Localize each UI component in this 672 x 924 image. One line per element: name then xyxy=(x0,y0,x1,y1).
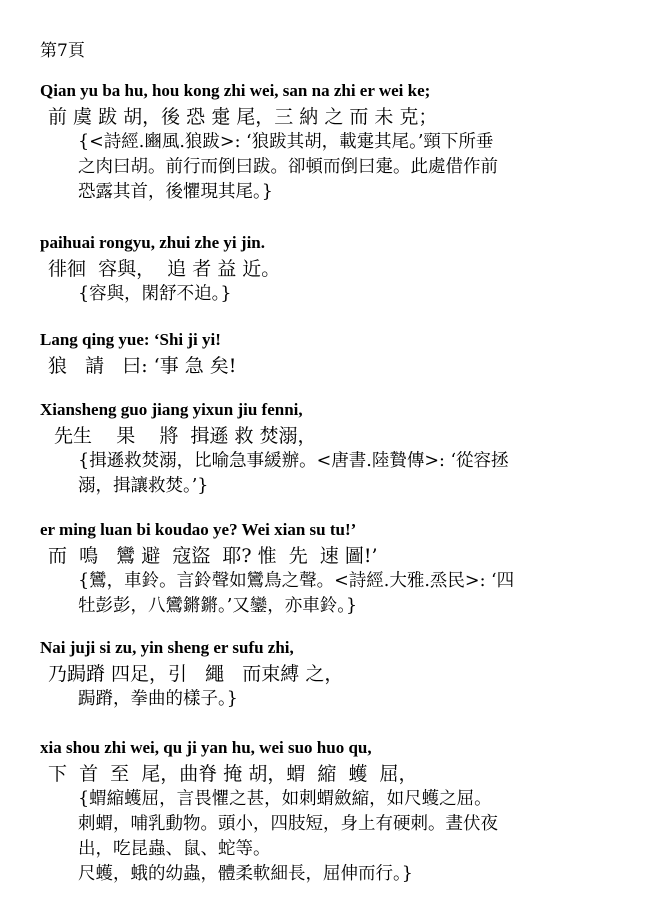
page-title: 第7頁 xyxy=(40,41,85,61)
chinese-line: 前 虞 跋 胡，後 恐 疐 尾，三 納 之 而 未 克； xyxy=(48,106,438,128)
pinyin-line: paihuai rongyu, zhui zhe yi jin. xyxy=(40,233,265,252)
annotation-line: 刺蝟，哺乳動物。頭小，四肢短，身上有硬刺。晝伏夜 xyxy=(78,814,498,834)
annotation-line: 跼蹐，拳曲的樣子。} xyxy=(78,689,238,709)
section-4 xyxy=(40,399,660,499)
annotation-line: {蝟縮蠖屈，言畏懼之甚，如刺蝟斂縮，如尺蠖之屈。 xyxy=(78,789,492,809)
chinese-line: 而 鳴 鸞 避 寇盜 耶? 惟 先 速 圖!’ xyxy=(48,545,378,567)
pinyin-line: Xiansheng guo jiang yixun jiu fenni, xyxy=(40,400,303,419)
chinese-line: 乃跼蹐 四足，引 繩 而束縛 之， xyxy=(48,663,344,685)
annotation-line: 恐露其首，後懼現其尾。} xyxy=(78,182,273,202)
annotation-line: 出，吃昆蟲、鼠、蛇等。 xyxy=(78,839,271,859)
pinyin-line: Qian yu ba hu, hou kong zhi wei, san na zhi er wei ke; xyxy=(40,81,431,100)
section-3 xyxy=(40,329,660,379)
annotation-line: 之肉曰胡。前行而倒曰跋。卻頓而倒曰疐。此處借作前 xyxy=(78,157,498,177)
section-2 xyxy=(40,232,660,307)
chinese-line: 狼 請 曰: ‘事 急 矣! xyxy=(48,355,237,377)
pinyin-line: xia shou zhi wei, qu ji yan hu, wei suo huo qu, xyxy=(40,738,372,757)
pinyin-line: er ming luan bi koudao ye? Wei xian su tu!’ xyxy=(40,520,357,539)
annotation-line: 牡彭彭，八鸞鏘鏘。’又鑾，亦車鈴。} xyxy=(78,596,358,616)
annotation-line: 溺，揖讓救焚。’} xyxy=(78,476,209,496)
section-1 xyxy=(40,80,660,205)
section-5 xyxy=(40,519,660,619)
pinyin-line: Lang qing yue: ‘Shi ji yi! xyxy=(40,330,221,349)
section-7 xyxy=(40,737,660,887)
chinese-line: 下 首 至 尾，曲脊 掩 胡，蝟 縮 蠖 屈， xyxy=(48,763,418,785)
annotation-line: {容與，閑舒不迫。} xyxy=(78,284,232,304)
section-6 xyxy=(40,637,660,712)
chinese-line: 徘徊 容與， 追 者 益 近。 xyxy=(48,258,281,280)
chinese-line: 先生 果 將 揖遜 救 焚溺， xyxy=(48,425,317,447)
pinyin-line: Nai juji si zu, yin sheng er sufu zhi, xyxy=(40,638,294,657)
annotation-line: 尺蠖，蛾的幼蟲，體柔軟細長，屈伸而行。} xyxy=(78,864,413,884)
annotation-line: {揖遜救焚溺，比喻急事緩辦。<唐書.陸贄傳>: ‘從容拯 xyxy=(78,451,509,471)
annotation-line: {鸞，車鈴。言鈴聲如鸞鳥之聲。<詩經.大雅.烝民>: ‘四 xyxy=(78,571,515,591)
annotation-line: {<詩經.豳風.狼跋>: ‘狼跋其胡，載疐其尾。’頸下所垂 xyxy=(78,132,494,152)
